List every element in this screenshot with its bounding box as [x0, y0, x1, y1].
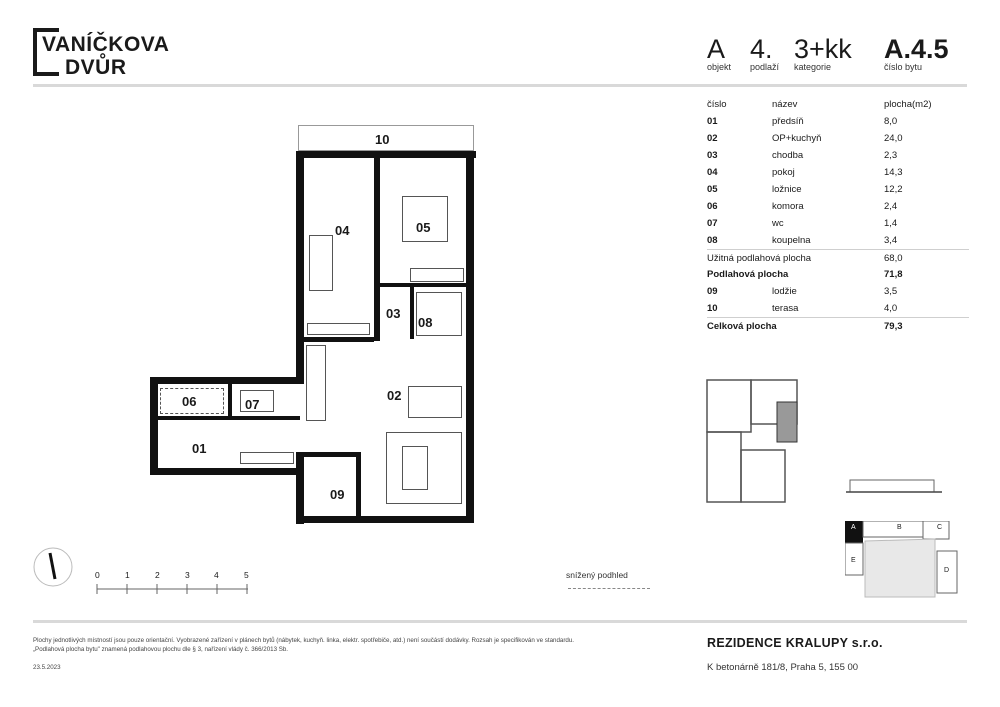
room-area: 12,2 — [884, 184, 903, 195]
kitchen-counter — [306, 345, 326, 421]
room-area: 3,4 — [884, 235, 898, 246]
section-elevation-drawing — [846, 476, 942, 496]
room-number: 08 — [707, 235, 718, 246]
company-name: REZIDENCE KRALUPY s.r.o. — [707, 636, 883, 650]
section-elevation — [846, 476, 942, 496]
wall — [304, 337, 374, 342]
room-number: 01 — [707, 116, 718, 127]
wall — [150, 377, 158, 475]
key-plan-drawing — [845, 521, 967, 607]
wall — [356, 452, 361, 516]
total-label: Celková plocha — [707, 320, 777, 332]
room-name: lodžie — [772, 286, 797, 297]
wall — [296, 452, 304, 524]
room-label-01: 01 — [192, 441, 207, 456]
table-header — [707, 96, 969, 113]
scale-bar — [96, 581, 251, 591]
room-label-10: 10 — [375, 132, 390, 147]
scale-tick-4: 4 — [214, 570, 219, 580]
room-name: wc — [772, 218, 784, 229]
wardrobe — [410, 268, 464, 282]
room-area: 1,4 — [884, 218, 898, 229]
room-number: 04 — [707, 167, 718, 178]
room-name: předsíň — [772, 116, 804, 127]
scale-tick-0: 0 — [95, 570, 100, 580]
footer-note-line2: „Podlahová plocha bytu" znamená podlahovou plochu dle § 3, nařízení vlády č. 366/2013 Sb. — [33, 646, 289, 653]
table-row — [707, 300, 969, 317]
room-label-09: 09 — [330, 487, 345, 502]
table-row — [707, 130, 969, 147]
coffee-table — [402, 446, 428, 490]
north-arrow — [33, 547, 73, 587]
scale-tick-2: 2 — [155, 570, 160, 580]
header-area: plocha(m2) — [884, 99, 932, 110]
logo-line2: DVŮR — [65, 56, 127, 79]
key-plan — [845, 521, 967, 607]
wall — [410, 287, 414, 339]
wall — [304, 452, 358, 457]
room-number: 03 — [707, 150, 718, 161]
floor-area-label: Podlahová plocha — [707, 269, 789, 280]
header-name: název — [772, 99, 798, 110]
unit-value: A.4.5 — [884, 34, 949, 64]
room-area: 2,3 — [884, 150, 898, 161]
company-address: K betonárně 181/8, Praha 5, 155 00 — [707, 662, 859, 673]
room-label-03: 03 — [386, 306, 401, 321]
room-name: koupelna — [772, 235, 811, 246]
bed-single — [309, 235, 333, 291]
wardrobe — [307, 323, 370, 335]
table-row — [707, 113, 969, 130]
usable-row — [707, 249, 969, 266]
table-row — [707, 283, 969, 300]
room-rows — [707, 113, 969, 249]
wall — [466, 151, 474, 523]
room-label-05: 05 — [416, 220, 431, 235]
table-row — [707, 164, 969, 181]
room-label-06: 06 — [182, 394, 197, 409]
room-area: 24,0 — [884, 133, 903, 144]
wall — [228, 384, 232, 418]
room-name: chodba — [772, 150, 804, 161]
room-label-04: 04 — [335, 223, 350, 238]
total-area: 79,3 — [884, 320, 903, 332]
wall — [150, 468, 304, 475]
room-label-02: 02 — [387, 388, 402, 403]
building-overview-drawing — [705, 378, 801, 506]
table-row — [707, 181, 969, 198]
dining-table — [408, 386, 462, 418]
room-area: 2,4 — [884, 201, 898, 212]
keyplan-label-c: C — [937, 524, 943, 531]
wall — [296, 151, 304, 383]
wall — [296, 151, 476, 158]
footer-note-line1: Plochy jednotlivých místností jsou pouze orientační. Vyobrazené zařízení v plánech bytů (nábytek, kuchyň. linka, elektr. spotřebiče, atd.) není součástí dodávky. Rozsah je specifikován ve standardu. — [33, 637, 575, 644]
extra-rows — [707, 283, 969, 317]
header-number: číslo — [707, 99, 727, 110]
room-area: 3,5 — [884, 286, 898, 297]
north-arrow-icon — [33, 547, 73, 587]
wall — [296, 516, 474, 523]
room-area: 8,0 — [884, 116, 898, 127]
room-number: 09 — [707, 286, 718, 297]
room-number: 10 — [707, 303, 718, 314]
room-label-08: 08 — [418, 315, 433, 330]
floor-area-row — [707, 266, 969, 283]
entry-bench — [240, 452, 294, 464]
scale-line — [96, 584, 251, 594]
building-overview — [705, 378, 801, 506]
room-label-07: 07 — [245, 397, 260, 412]
room-area: 14,3 — [884, 167, 903, 178]
keyplan-label-e: E — [851, 557, 856, 564]
floor-area-value: 71,8 — [884, 269, 903, 280]
legend-dashes — [568, 588, 650, 590]
scale-tick-5: 5 — [244, 570, 249, 580]
footer-date: 23.5.2023 — [33, 664, 61, 671]
legend-label: snížený podhled — [566, 570, 628, 580]
scale-tick-3: 3 — [185, 570, 190, 580]
wall — [150, 416, 300, 420]
room-number: 07 — [707, 218, 718, 229]
table-row — [707, 215, 969, 232]
wall — [150, 377, 304, 384]
object-label: objekt — [707, 62, 732, 72]
category-label: kategorie — [794, 62, 832, 72]
object-value: A — [707, 34, 726, 64]
keyplan-label-b: B — [897, 524, 902, 531]
logo-line1: VANÍČKOVA — [42, 33, 170, 56]
room-name: OP+kuchyň — [772, 133, 822, 144]
room-number: 06 — [707, 201, 718, 212]
room-area: 4,0 — [884, 303, 898, 314]
floor-label: podlaží — [750, 62, 780, 72]
total-row — [707, 317, 969, 334]
usable-area: 68,0 — [884, 252, 903, 264]
wall — [374, 151, 380, 341]
usable-label: Užitná podlahová plocha — [707, 252, 812, 264]
room-name: pokoj — [772, 167, 795, 178]
room-table — [707, 96, 969, 334]
keyplan-label-a: A — [851, 524, 856, 531]
scale-tick-1: 1 — [125, 570, 130, 580]
bed-double — [402, 196, 448, 242]
unit-label: číslo bytu — [884, 62, 923, 72]
room-number: 05 — [707, 184, 718, 195]
room-number: 02 — [707, 133, 718, 144]
footer-rule — [33, 620, 967, 623]
footer-note — [33, 636, 653, 654]
room-name: komora — [772, 201, 804, 212]
room-name: ložnice — [772, 184, 802, 195]
floor-value: 4. — [750, 34, 773, 64]
keyplan-label-d: D — [944, 567, 950, 574]
room-name: terasa — [772, 303, 799, 314]
table-row — [707, 232, 969, 249]
table-row — [707, 198, 969, 215]
category-value: 3+kk — [794, 34, 852, 64]
wall — [380, 283, 466, 287]
table-row — [707, 147, 969, 164]
